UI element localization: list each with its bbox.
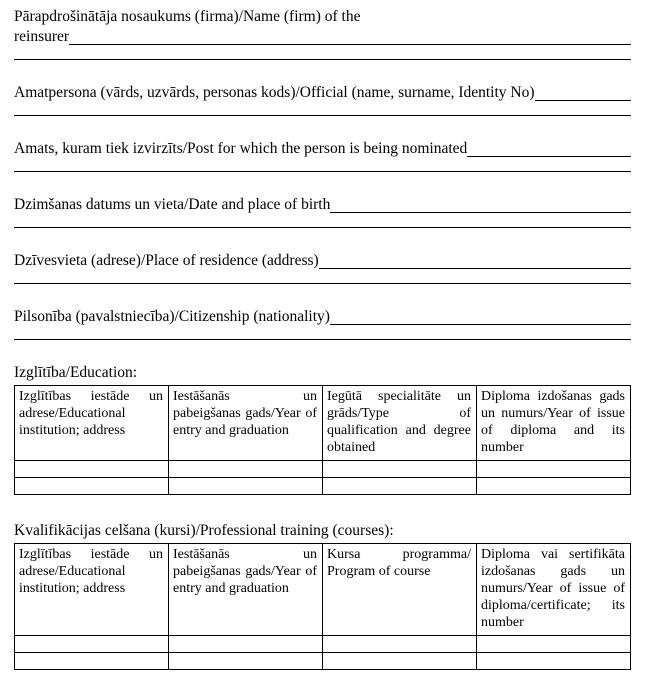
table-cell <box>169 653 323 670</box>
fill-line <box>467 139 631 157</box>
table-cell <box>169 461 323 478</box>
table-header-cell: Diploma vai sertifikāta izdošanas gads un numurs/Year of issue of diploma/certificate; its number <box>477 544 631 636</box>
table-cell <box>323 636 477 653</box>
field-post <box>14 139 631 172</box>
table-header-cell: Izglītības iestāde un adrese/Educational institution; address <box>15 544 169 636</box>
table-cell <box>477 461 631 478</box>
table-cell <box>323 653 477 670</box>
field-citizenship <box>14 307 631 340</box>
table-cell <box>477 653 631 670</box>
field-residence <box>14 251 631 284</box>
section-title-training: Kvalifikācijas celšana (kursi)/Professional training (courses): <box>14 522 394 539</box>
table-cell <box>477 478 631 495</box>
table-cell <box>15 478 169 495</box>
fill-line <box>69 27 631 45</box>
table-header-cell: Iestāšanās un pabeigšanas gads/Year of entry and graduation <box>169 544 323 636</box>
field-label: Pilsonība (pavalstniecība)/Citizenship (nationality) <box>14 308 330 325</box>
table-row <box>15 636 631 653</box>
table-header-cell: Iegūtā specialitāte un grāds/Type of qualification and degree obtained <box>323 386 477 461</box>
continuation-line <box>14 47 631 60</box>
table-cell <box>169 478 323 495</box>
table-cell <box>323 461 477 478</box>
field-label-continued: reinsurer <box>14 28 70 45</box>
training-section <box>14 521 631 670</box>
education-table <box>14 385 631 495</box>
continuation-line <box>14 159 631 172</box>
table-header-cell: Iestāšanās un pabeigšanas gads/Year of entry and graduation <box>169 386 323 461</box>
table-row <box>15 461 631 478</box>
table-cell <box>477 636 631 653</box>
table-header-cell: Kursa programma/ Program of course <box>323 544 477 636</box>
continuation-line <box>14 103 631 116</box>
table-row <box>15 478 631 495</box>
table-cell <box>15 461 169 478</box>
training-table <box>14 543 631 670</box>
field-official <box>14 83 631 116</box>
section-title-education: Izglītība/Education: <box>14 364 138 381</box>
table-header-row <box>15 544 631 636</box>
table-cell <box>323 478 477 495</box>
field-label: Amatpersona (vārds, uzvārds, personas kods)/Official (name, surname, Identity No) <box>14 84 535 101</box>
field-birth <box>14 195 631 228</box>
fill-line <box>535 83 631 101</box>
continuation-line <box>14 271 631 284</box>
continuation-line <box>14 327 631 340</box>
table-header-cell: Izglītības iestāde un adrese/Educational institution; address <box>15 386 169 461</box>
field-reinsurer-name <box>14 7 631 60</box>
fill-line <box>330 195 631 213</box>
field-row <box>14 139 631 159</box>
table-cell <box>15 636 169 653</box>
field-label: Amats, kuram tiek izvirzīts/Post for which the person is being nominated <box>14 140 468 157</box>
fill-line <box>330 307 631 325</box>
field-row <box>14 27 631 47</box>
table-header-row <box>15 386 631 461</box>
field-row <box>14 195 631 215</box>
field-label: Pārapdrošinātāja nosaukums (firma)/Name (firm) of the <box>14 8 361 25</box>
table-header-cell: Diploma izdošanas gads un numurs/Year of issue of diploma and its number <box>477 386 631 461</box>
education-section <box>14 363 631 495</box>
field-row <box>14 307 631 327</box>
field-row <box>14 251 631 271</box>
table-cell <box>169 636 323 653</box>
field-label: Dzimšanas datums un vieta/Date and place of birth <box>14 196 331 213</box>
table-cell <box>15 653 169 670</box>
table-row <box>15 653 631 670</box>
continuation-line <box>14 215 631 228</box>
field-row <box>14 83 631 103</box>
fill-line <box>319 251 631 269</box>
field-label: Dzīvesvieta (adrese)/Place of residence (address) <box>14 252 319 269</box>
